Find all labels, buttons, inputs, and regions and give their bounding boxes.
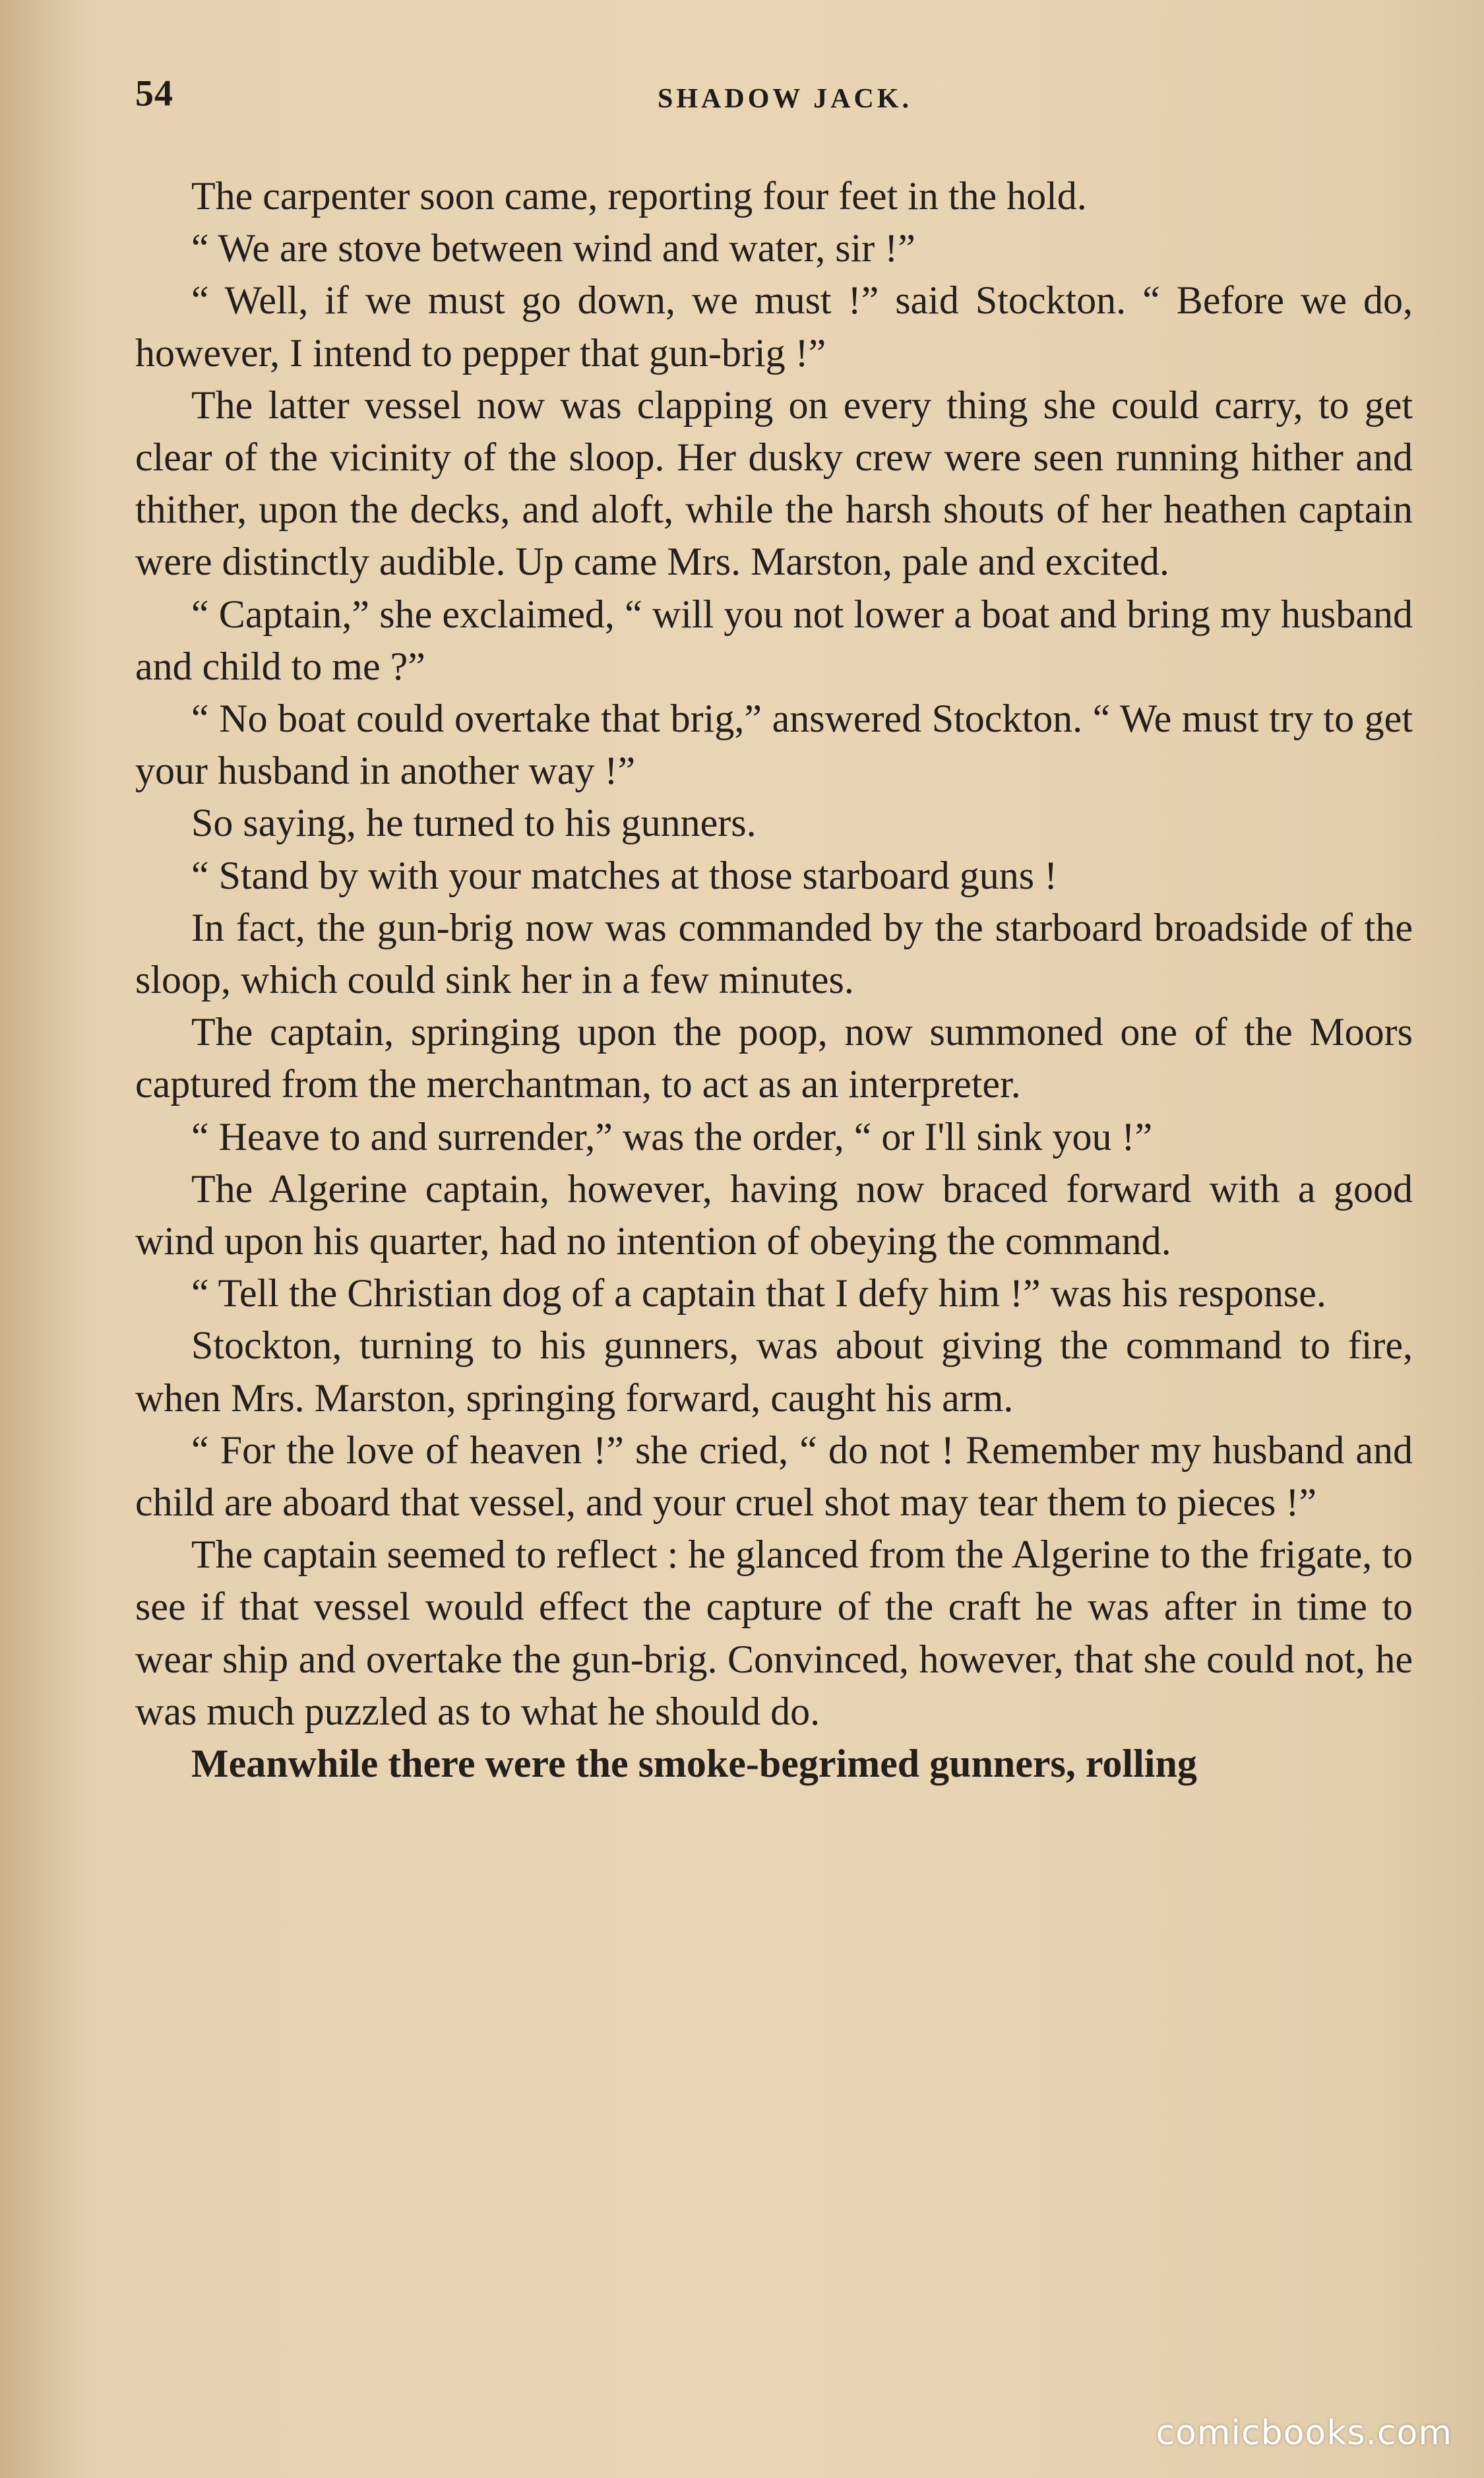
- paragraph-last-line: Meanwhile there were the smoke-begrimed gunners, rolling: [191, 1742, 1197, 1786]
- paragraph: The latter vessel now was clapping on every thing she could carry, to get clear of the vicinity of the sloop. Her dusky crew were seen running hither and thither, upon the decks, and aloft, while the harsh shouts of her heathen captain were distinctly audible. Up came Mrs. Marston, pale and excited.: [135, 383, 1413, 584]
- body-text: [135, 170, 1413, 1790]
- page-number: 54: [135, 73, 173, 114]
- paragraph: Stockton, turning to his gunners, was about giving the command to fire, when Mrs. Marston, springing forward, caught his arm.: [135, 1323, 1413, 1420]
- paragraph: “ Captain,” she exclaimed, “ will you not lower a boat and bring my husband and child to me ?”: [135, 592, 1413, 688]
- paragraph: “ Heave to and surrender,” was the order, “ or I'll sink you !”: [191, 1114, 1153, 1159]
- paragraph: In fact, the gun-brig now was commanded by the starboard broadside of the sloop, which could sink her in a few minutes.: [135, 905, 1413, 1002]
- paragraph: The carpenter soon came, reporting four feet in the hold.: [191, 174, 1087, 218]
- paragraph: The captain seemed to reflect : he glanced from the Algerine to the frigate, to see if that vessel would effect the capture of the craft he was after in time to wear ship and overtake the gun-brig. Convinced, however, that she could not, he was much puzzled as to what he should do.: [135, 1533, 1413, 1733]
- page-header: [135, 73, 1435, 125]
- paragraph: “ Tell the Christian dog of a captain that I defy him !” was his response.: [191, 1271, 1326, 1316]
- paragraph: “ Stand by with your matches at those starboard guns !: [191, 853, 1058, 897]
- watermark: comicbooks.com: [1156, 2413, 1452, 2453]
- paragraph: “ Well, if we must go down, we must !” said Stockton. “ Before we do, however, I intend to pepper that gun-brig !”: [135, 278, 1413, 375]
- paragraph: “ No boat could overtake that brig,” answered Stockton. “ We must try to get your husband in another way !”: [135, 697, 1413, 793]
- paragraph: The captain, springing upon the poop, now summoned one of the Moors captured from the merchantman, to act as an interpreter.: [135, 1010, 1413, 1106]
- paragraph: The Algerine captain, however, having now braced forward with a good wind upon his quarter, had no intention of obeying the command.: [135, 1166, 1413, 1263]
- paragraph: “ For the love of heaven !” she cried, “ do not ! Remember my husband and child are aboard that vessel, and your cruel shot may tear them to pieces !”: [135, 1428, 1413, 1525]
- running-head: SHADOW JACK.: [658, 84, 912, 114]
- paragraph: So saying, he turned to his gunners.: [191, 801, 757, 845]
- paragraph: “ We are stove between wind and water, sir !”: [191, 226, 915, 270]
